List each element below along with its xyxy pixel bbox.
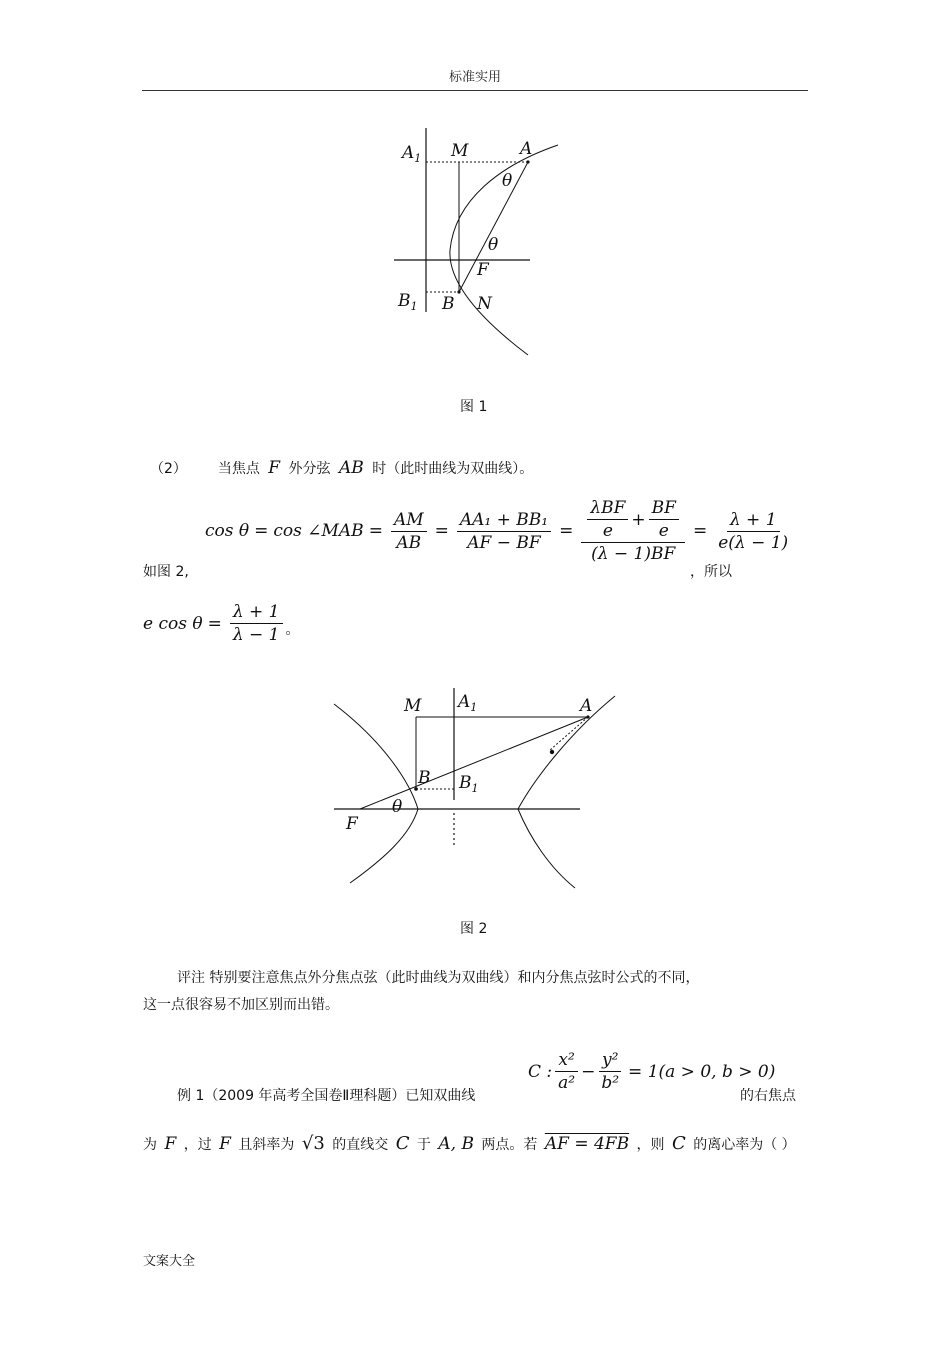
fig2-line-fa [360,717,588,809]
figure-1-caption: 图 1 [460,399,488,415]
section-2-text-a: 当焦点 [217,461,260,477]
ex1-minus: − [581,1061,596,1082]
eq2-lhs: e cos θ [143,613,203,634]
fig2-label-a1: $A_1$ [458,692,478,714]
eq1-frac-am-ab [391,510,427,553]
fig2-label-theta: θ [392,797,403,817]
ex1-eq-rest: = 1(a > 0, b > 0) [628,1061,776,1082]
ex1-l2-f: 两点。若 [481,1137,538,1153]
eq1-frac2-den: AF − BF [467,532,541,553]
ex1-l2-ab: A, B [438,1134,474,1154]
ex1-l2-e: 于 [416,1137,431,1153]
eq1-frac2-num: AA₁ + BB₁ [457,510,551,532]
ex1-curve-c: C : [528,1061,553,1082]
equation-2: e cos θ = $\frac{\lambda + 1}{\lambda - 1}$ 。 [143,602,300,645]
example-1-line-2 [143,1134,796,1155]
eq1-frac4-num: λ + 1 [727,510,780,532]
fig2-left-branch [334,704,418,883]
fig1-label-m: M [451,141,469,161]
ex1-b2: b² [601,1073,620,1093]
eq1-cos-theta: cos θ [205,521,250,541]
fig1-point-a [526,160,529,163]
fig1-label-b: B [442,294,455,314]
section-2-text-c: 时（此时曲线为双曲线）。 [372,461,534,477]
ex1-l2-d: 的直线交 [332,1137,389,1153]
eq1-inner2-den: e [658,521,669,541]
fig1-label-a1: $A_1$ [402,143,422,165]
fig1-label-theta-top: θ [502,171,513,191]
fig2-label-b: B [418,768,431,788]
eq1-frac4-den: e(λ − 1) [718,532,789,553]
equation-1: cos θ = cos ∠MAB = $\frac{AM}{AB}$ = $\frac{\text{AA₁ + BB₁}}{AF - BF}$ = $\frac{\text{λBF}}{e}$ + $\frac{BF}{e}$ (λ − 1)BF = $\frac{\lambda + 1}{e(\lambda - 1)}$ [205,498,794,564]
eq1-frac3-den: (λ − 1)BF [591,544,676,564]
fig2-label-m: M [404,696,422,716]
ex1-l2-vector-eq: AF = 4FB [544,1134,630,1154]
fig2-label-f: F [346,814,358,834]
page-footer: 文案大全 [143,1254,196,1269]
eq1-inner1-den: e [602,521,613,541]
fig2-label-a: A [580,696,593,716]
eq1-inner2-num: BF [649,498,679,520]
ex1-y2: y² [599,1050,621,1072]
fig1-label-theta-mid: θ [488,235,499,255]
ex1-l2-b: ，过 [183,1137,212,1153]
example-1-intro: 例 1（2009 年高考全国卷Ⅱ理科题）已知双曲线 [177,1088,476,1104]
fig1-label-f: F [477,260,489,280]
fig2-point-mid [550,750,554,754]
eq1-frac-aa1-bb1 [457,510,551,553]
eq1-inner-frac-2 [649,498,679,541]
eq1-frac-compound [581,498,685,564]
example-1-equation [528,1050,775,1093]
ex1-l2-f2: F [219,1134,231,1154]
figure-2-caption: 图 2 [460,921,488,937]
ex1-l2-c3: C [672,1133,686,1154]
fig2-line-a-ext [550,717,588,750]
eq1-frac1-num: AM [391,510,427,532]
eq1-inner-plus: + [631,509,646,530]
eq1-frac-result [715,510,791,553]
equation-1-lead: 如图 2, [143,564,189,580]
section-2-line [150,458,533,479]
header-rule [142,90,808,91]
section-2-prefix: （2） [150,461,187,477]
remark-line-2: 这一点很容易不加区别而出错。 [143,997,339,1013]
eq2-num: λ + 1 [230,602,283,624]
ex1-l2-c2: C [395,1133,410,1154]
eq1-cos-angle: cos ∠MAB [273,521,364,541]
eq2-den: λ − 1 [232,625,280,645]
eq1-frac1-den: AB [396,532,422,553]
fig1-chord-ab [459,162,528,292]
ex1-l2-sqrt3: √3 [301,1133,325,1154]
fig2-right-branch [518,696,615,888]
ex1-x2: x² [555,1050,577,1072]
section-2-f: F [268,458,281,478]
ex1-l2-f1: F [164,1134,177,1154]
eq2-tail: 。 [285,622,300,638]
ex1-l2-h: 的离心率为（ ） [693,1137,796,1153]
eq1-inner-frac-1 [587,498,628,541]
figure-2-diagram [330,688,620,893]
ex1-frac-x [555,1050,578,1093]
eq1-inner1-num: λBF [587,498,628,520]
fig1-label-n: N [477,294,492,314]
section-2-text-b: 外分弦 [288,461,331,477]
ex1-a2: a² [558,1073,576,1093]
fig1-label-b1: $B_1$ [398,291,418,313]
equation-1-tail: ，所以 [690,564,732,580]
ex1-l2-g: ，则 [636,1137,665,1153]
ex1-l2-c: 且斜率为 [238,1137,295,1153]
figure-1-diagram [380,120,580,365]
eq2-frac [230,602,283,645]
fig1-point-b [457,290,460,293]
fig1-label-a: A [520,139,533,159]
remark-line-1: 评注 特别要注意焦点外分焦点弦（此时曲线为双曲线）和内分焦点弦时公式的不同， [177,970,700,986]
ex1-l2-a: 为 [143,1137,157,1153]
section-2-ab: AB [338,458,364,478]
fig2-label-b1: $B_1$ [459,773,479,795]
page-header: 标准实用 [448,70,501,85]
example-1-right-focus: 的右焦点 [740,1088,796,1104]
ex1-frac-y [598,1050,622,1093]
